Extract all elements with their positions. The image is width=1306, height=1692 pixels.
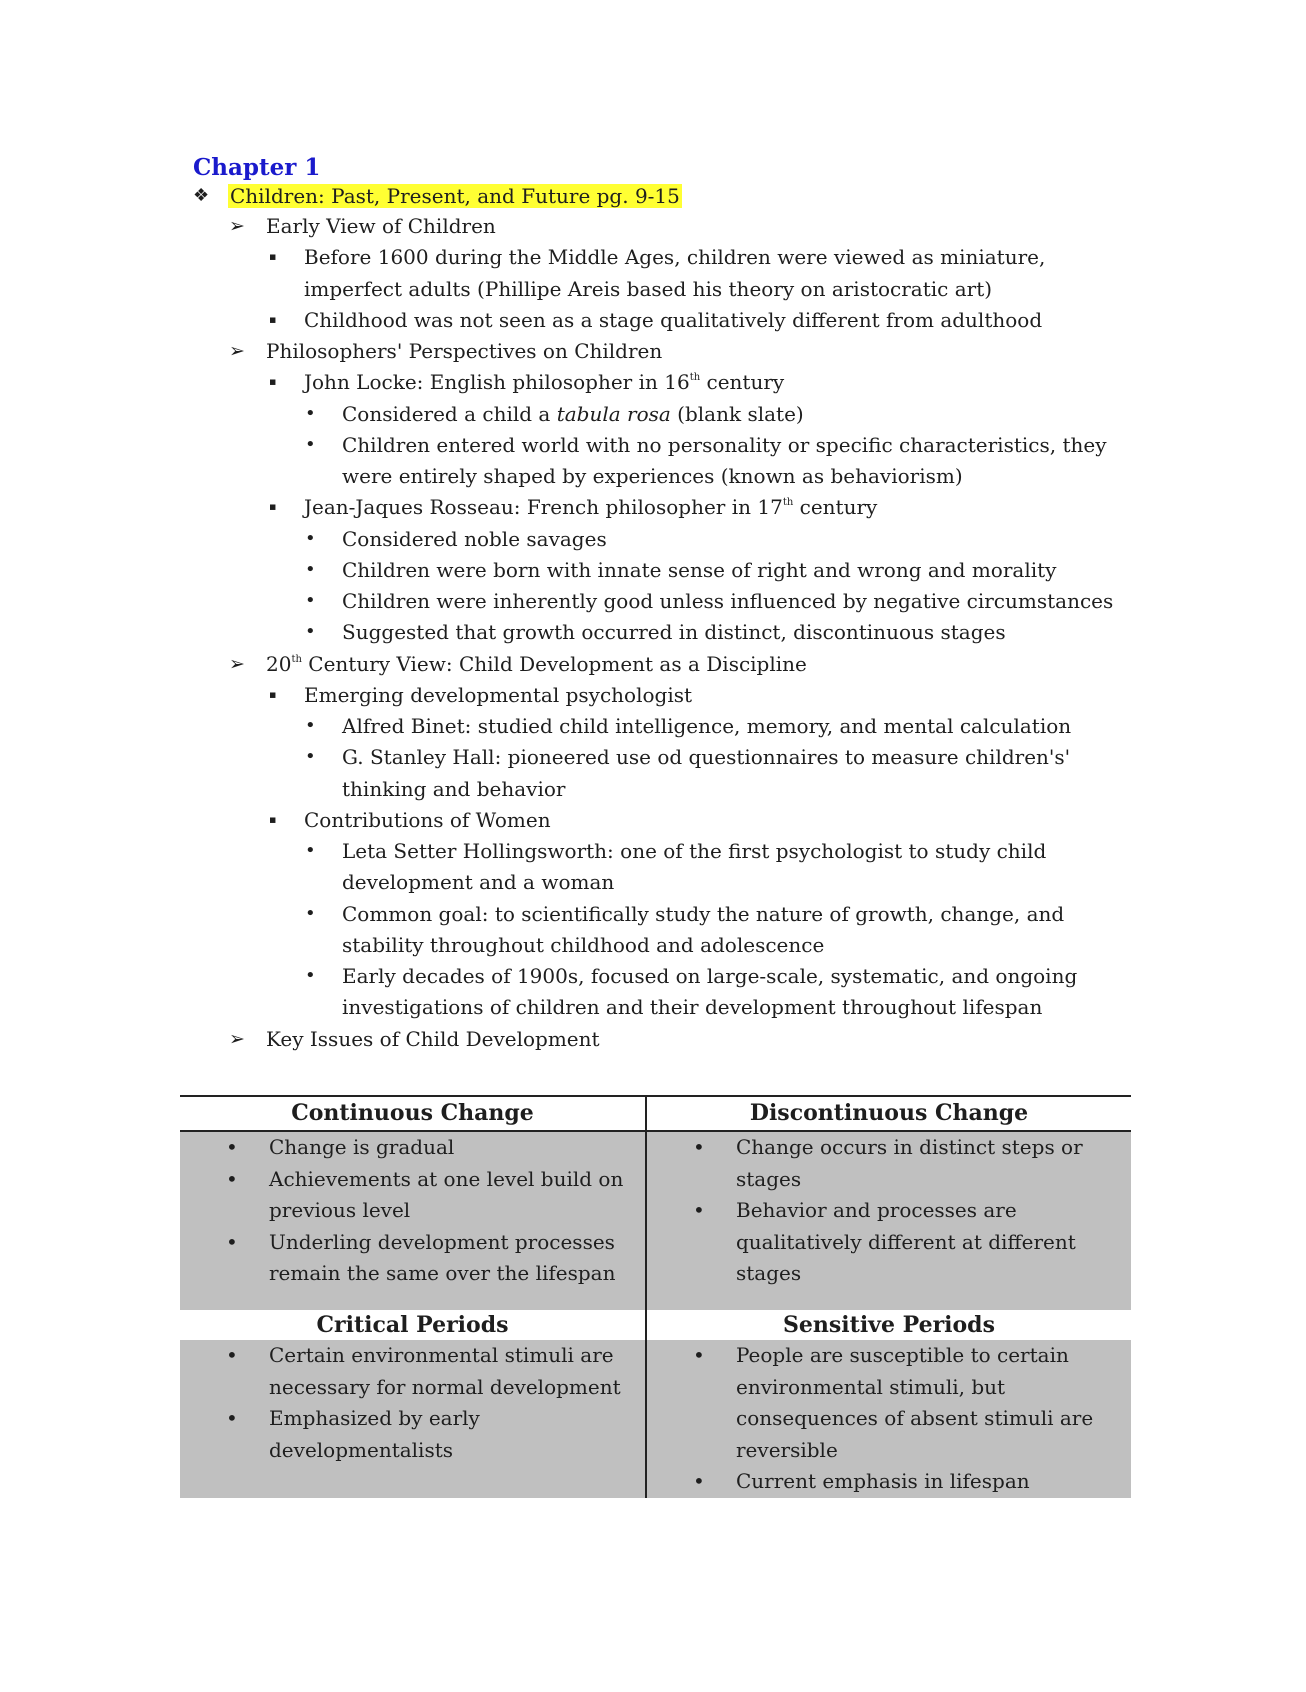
- outline-text: G. Stanley Hall: pioneered use od questionnaires to measure children's': [342, 745, 1071, 770]
- outline-text-tail: Century View: Child Development as a Discipline: [301, 651, 807, 676]
- outline-text-tail: century: [700, 370, 785, 395]
- outline-text: Before 1600 during the Middle Ages, children were viewed as miniature,: [304, 245, 1046, 270]
- arrow-bullet-icon: ➢: [229, 652, 245, 675]
- outline-line: [342, 432, 1107, 458]
- outline-text: investigations of children and their development throughout lifespan: [342, 995, 1043, 1020]
- outline-line: [304, 682, 692, 708]
- continuous-change-cell: [180, 1131, 646, 1310]
- dot-bullet-icon: •: [305, 746, 316, 768]
- outline-text: thinking and behavior: [342, 776, 566, 801]
- outline-superscript: th: [291, 653, 302, 665]
- outline-text: John Locke: English philosopher in 16: [304, 370, 690, 395]
- outline-line: [266, 213, 496, 239]
- outline-line: [304, 276, 992, 302]
- outline-line: [342, 557, 1056, 583]
- outline-line: [304, 369, 784, 395]
- dot-bullet-icon: •: [305, 433, 316, 455]
- outline-text: Considered noble savages: [342, 526, 607, 551]
- outline-text: Philosophers' Perspectives on Children: [266, 339, 663, 363]
- dot-bullet-icon: •: [305, 621, 316, 643]
- sensitive-periods-cell: [646, 1340, 1131, 1498]
- outline-line: [342, 838, 1046, 864]
- outline-line: [304, 307, 1042, 333]
- discontinuous-change-cell: [646, 1131, 1131, 1310]
- key-issues-table: [180, 1095, 1131, 1498]
- arrow-bullet-icon: ➢: [229, 340, 245, 362]
- table-list-item: • People are susceptible to certain environmental stimuli, but consequences of absent stimuli are reversible: [647, 1340, 1121, 1466]
- highlighted-section-title: Children: Past, Present, and Future pg. 9-15: [230, 184, 680, 208]
- table-list-item: • Behavior and processes are qualitatively different at different stages: [647, 1195, 1121, 1290]
- dot-bullet-icon: •: [305, 402, 316, 424]
- table-list-item: • Achievements at one level build on previous level: [180, 1164, 635, 1227]
- outline-text: Childhood was not seen as a stage qualitatively different from adulthood: [304, 307, 1043, 332]
- outline-text: development and a woman: [342, 870, 615, 895]
- outline-text: Jean-Jaques Rosseau: French philosopher in 17: [304, 495, 783, 520]
- outline-text: Common goal: to scientifically study the nature of growth, change, and: [342, 901, 1065, 926]
- outline-line: [266, 1026, 600, 1052]
- outline-superscript: th: [689, 372, 701, 384]
- table-list-item: • Certain environmental stimuli are necessary for normal development: [180, 1340, 635, 1403]
- outline-line: [342, 869, 614, 895]
- outline-text: were entirely shaped by experiences (known as behaviorism): [342, 464, 963, 488]
- outline-line: [342, 932, 824, 958]
- dot-bullet-icon: •: [305, 590, 316, 611]
- dot-bullet-icon: •: [305, 840, 316, 861]
- square-bullet-icon: ▪: [269, 812, 277, 826]
- outline-text: Early decades of 1900s, focused on large-scale, systematic, and ongoing: [342, 964, 1078, 988]
- dot-bullet-icon: •: [305, 902, 316, 924]
- square-bullet-icon: ▪: [269, 500, 277, 514]
- outline-text: Key Issues of Child Development: [266, 1026, 600, 1051]
- sensitive-periods-header: Sensitive Periods: [783, 1312, 995, 1338]
- dot-bullet-icon: •: [305, 715, 316, 736]
- outline-text: Suggested that growth occurred in distinct, discontinuous stages: [342, 620, 1006, 645]
- outline-text-tail: century: [793, 495, 878, 520]
- square-bullet-icon: ▪: [269, 250, 277, 264]
- outline-line: [266, 651, 807, 677]
- square-bullet-icon: ▪: [269, 312, 277, 326]
- table-list-item: • Emphasized by early developmentalists: [180, 1403, 635, 1466]
- outline-line: [342, 713, 1071, 739]
- discontinuous-change-header: Discontinuous Change: [646, 1096, 1131, 1131]
- section-title: [228, 183, 682, 209]
- outline-line: [342, 526, 607, 552]
- outline-text: Emerging developmental psychologist: [304, 682, 693, 707]
- critical-periods-cell: [180, 1340, 646, 1498]
- outline-line: [342, 619, 1006, 645]
- outline-line: [342, 994, 1042, 1020]
- outline-italic-term: tabula rosa: [556, 401, 671, 426]
- critical-periods-header: Critical Periods: [180, 1310, 646, 1340]
- outline-text: Early View of Children: [266, 214, 496, 238]
- critical-periods-list: [180, 1340, 645, 1466]
- outline-text: imperfect adults (Phillipe Areis based his theory on aristocratic art): [304, 276, 993, 301]
- table-list-item: • Change occurs in distinct steps or stages: [647, 1132, 1121, 1195]
- outline-text-tail: (blank slate): [670, 401, 804, 426]
- outline-line: [304, 494, 877, 520]
- outline-line: [304, 807, 551, 833]
- outline-text: Contributions of Women: [304, 807, 551, 832]
- sensitive-periods-list: [647, 1340, 1131, 1498]
- table-list-item: • Underling development processes remain the same over the lifespan: [180, 1227, 635, 1290]
- outline-text: Children were inherently good unless influenced by negative circumstances: [342, 589, 1114, 613]
- dot-bullet-icon: •: [305, 527, 316, 549]
- square-bullet-icon: ▪: [269, 375, 277, 389]
- discontinuous-change-list: [647, 1132, 1131, 1290]
- outline-text: 20: [266, 651, 292, 676]
- diamond-bullet-icon: ❖: [193, 185, 210, 206]
- outline-line: [304, 244, 1045, 270]
- outline-text: Children were born with innate sense of right and wrong and morality: [342, 557, 1057, 582]
- continuous-change-header: Continuous Change: [180, 1096, 646, 1131]
- continuous-change-list: [180, 1132, 645, 1290]
- outline-text: Alfred Binet: studied child intelligence, memory, and mental calculation: [342, 714, 1072, 738]
- table-list-item: • Current emphasis in lifespan: [647, 1466, 1121, 1498]
- outline-text: Considered a child a: [342, 401, 557, 426]
- square-bullet-icon: ▪: [269, 687, 277, 701]
- outline-line: [342, 401, 804, 427]
- chapter-title: Chapter 1: [193, 154, 321, 181]
- outline-superscript: th: [782, 497, 794, 509]
- outline-line: [342, 744, 1070, 770]
- dot-bullet-icon: •: [305, 965, 316, 986]
- outline-line: [342, 901, 1064, 927]
- arrow-bullet-icon: ➢: [229, 215, 245, 237]
- outline-line: [342, 963, 1077, 989]
- outline-text: stability throughout childhood and adolescence: [342, 932, 825, 957]
- outline-line: [342, 463, 963, 489]
- outline-text: Leta Setter Hollingsworth: one of the first psychologist to study child: [342, 839, 1047, 863]
- outline-text: Children entered world with no personality or specific characteristics, they: [342, 432, 1107, 457]
- dot-bullet-icon: •: [305, 558, 316, 580]
- outline-line: [342, 588, 1113, 614]
- table-list-item: • Change is gradual: [180, 1132, 635, 1164]
- arrow-bullet-icon: ➢: [229, 1027, 245, 1050]
- outline-line: [266, 338, 662, 364]
- outline-line: [342, 776, 565, 802]
